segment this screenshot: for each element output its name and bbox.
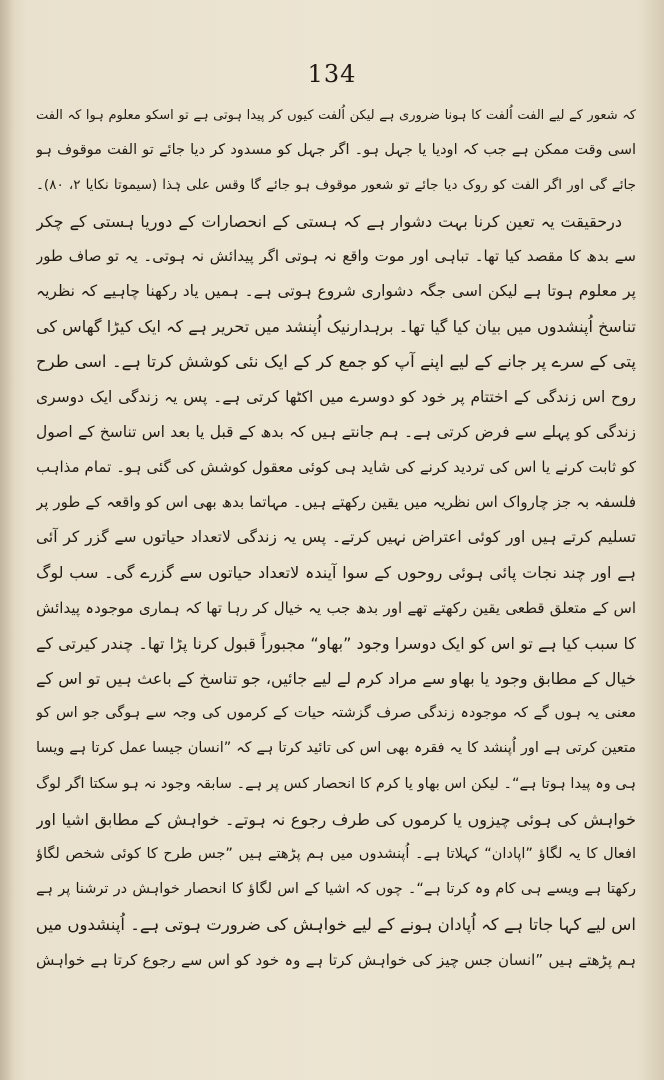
text-line: اس کے متعلق قطعی یقین رکھتے تھے اور بدھ جب یہ خیال کر رہا تھا کہ ہماری موجودہ پیدائش xyxy=(36,598,636,617)
text-line: افعال کا یہ لگاؤ ”اپادان“ کہلاتا ہے۔ اُپنشدوں میں ہم پڑھتے ہیں ”جس طرح کا کوئی شخص لگاؤ xyxy=(36,845,636,862)
text-line: خواہش کی ہوئی چیزوں یا کرموں کی طرف رجوع نہ ہوتے۔ خواہش کے مطابق اشیا اور xyxy=(36,809,636,829)
text-line: ہے اور چند نجات پائی ہوئی روحوں کے سوا آیندہ لاتعداد حیاتوں سے گزرے گی۔ سب لوگ xyxy=(36,563,636,583)
text-line: سے بدھ کا مقصد کیا تھا۔ تباہی اور موت واقع نہ ہوتی اگر پیدائش نہ ہوتی۔ یہ تو صاف طور xyxy=(36,246,636,265)
text-line: تناسخ اُپنشدوں میں بیان کیا گیا تھا۔ برہدارنیک اُپنشد میں تحریر ہے کہ ایک کیڑا گھاس کی xyxy=(36,317,636,337)
text-line: خیال کے مطابق وجود یا بھاو سے مراد کرم لے لیے جائیں، جو تناسخ کے باعث ہیں تو اس کے xyxy=(36,669,636,688)
text-line: ہم پڑھتے ہیں ”انسان جس چیز کی خواہش کرتا ہے وہ خود کو اس سے رجوع کرتا ہے خواہش xyxy=(36,950,636,969)
text-line: متعین کرتی ہے اور اُپنشد کا یہ فقرہ بھی اس کی تائید کرتا ہے کہ ”انسان جیسا عمل کرتا ہے ویسا xyxy=(36,740,636,757)
text-line: جائے گی اور اگر الفت کو روک دیا جائے تو شعور موقوف ہو جائے گا وقس علی ہٰذا (سیموتا نکایا ۲، ۸۰)۔ xyxy=(36,177,636,194)
text-line: درحقیقت یہ تعین کرنا بہت دشوار ہے کہ ہستی کے انحصارات کے دوریا ہستی کے چکر xyxy=(36,211,622,231)
text-line: پتی کے سرے پر جانے کے لیے اپنے آپ کو جمع کر کے ایک نئی کوشش کرتا ہے۔ اسی طرح xyxy=(36,352,636,372)
text-line: زندگی کو پہلے سے فرض کرتی ہے۔ ہم جانتے ہیں کہ بدھ کے قبل یا بعد اس تناسخ کے اصول xyxy=(36,422,636,441)
text-line: روح اس زندگی کے اختتام پر خود کو دوسرے میں اکٹھا کرتی ہے۔ پس یہ زندگی ایک دوسری xyxy=(36,387,636,406)
text-line: فلسفہ بہ جز چارواک اس نظریہ میں یقین رکھتے ہیں۔ مہاتما بدھ بھی اس کو واقعہ کے طور پر xyxy=(36,493,636,512)
text-line: کا سبب کیا ہے تو اس کو ایک دوسرا وجود ”بھاو“ مجبوراً قبول کرنا پڑا تھا۔ چندر کیرتی کے xyxy=(36,633,636,653)
binding-shadow xyxy=(0,0,14,1080)
text-line: پر معلوم ہوتا ہے لیکن اسی جگہ دشواری شروع ہوتی ہے۔ ہمیں یاد رکھنا چاہیے کہ نظریہ xyxy=(36,281,636,300)
text-line: ہی وہ پیدا ہوتا ہے“۔ لیکن اس بھاو یا کرم کا انحصار کس پر ہے۔ سابقہ وجود نہ ہو سکتا اگر لوگ xyxy=(36,775,636,792)
text-line: اس لیے کہا جاتا ہے کہ اُپادان ہونے کے لیے خواہش کی ضرورت ہوتی ہے۔ اُپنشدوں میں xyxy=(36,915,636,935)
text-line: تسلیم کرتے ہیں اور کوئی اعتراض نہیں کرتے۔ پس یہ زندگی لاتعداد حیاتوں سے گزر کر آئی xyxy=(36,528,636,547)
text-line: کہ شعور کے لیے الفت اُلفت کا ہونا ضروری ہے لیکن اُلفت کیوں کر پیدا ہوتی ہے تو اسکو معلوم ہوا کہ الفت xyxy=(36,108,636,123)
text-line: اسی وقت ممکن ہے جب کہ اودیا یا جہل ہو۔ اگر جہل کو مسدود کر دیا جائے تو الفت موقوف ہو xyxy=(36,142,636,159)
text-line: کو ثابت کرنے یا اس کی تردید کرنے کی شاید ہی کوئی معقول کوشش کی گئی ہو۔ تمام مذاہب xyxy=(36,457,636,476)
text-line: معنی یہ ہوں گے کہ موجودہ زندگی صرف گزشتہ حیات کے کرموں کی وجہ سے ہوگی جو اس کو xyxy=(36,705,636,722)
body-text xyxy=(36,98,636,978)
page-number: 134 xyxy=(307,60,357,88)
text-line: رکھتا ہے ویسے ہی کام وہ کرتا ہے“۔ چوں کہ اشیا کے اس لگاؤ کا انحصار خواہش در ترشنا پر ہے xyxy=(36,881,636,898)
